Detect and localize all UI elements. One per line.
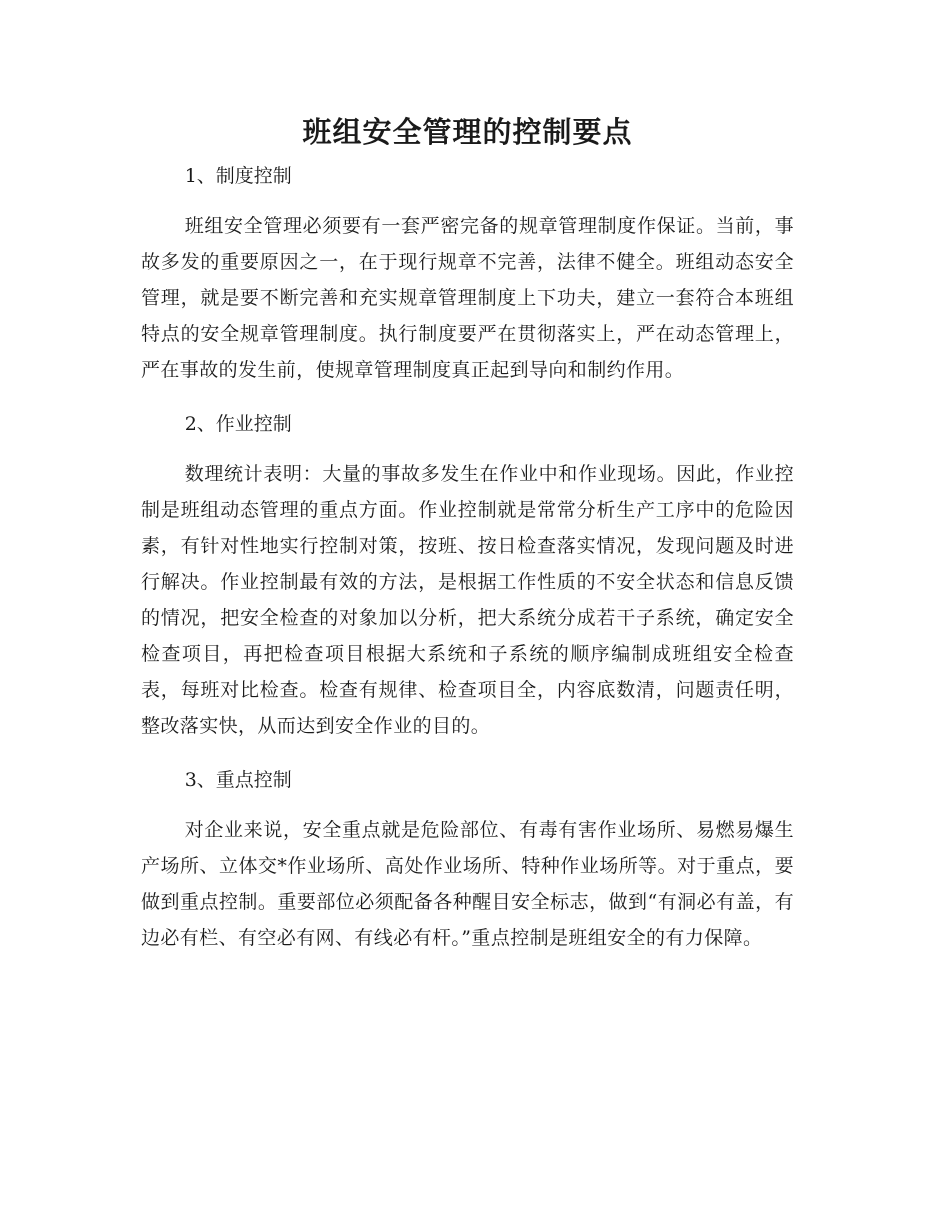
- section-heading: 2、作业控制: [184, 413, 292, 435]
- section-operation-control: [141, 406, 794, 744]
- section-paragraph: 对企业来说，安全重点就是危险部位、有毒有害作业场所、易燃易爆生产场所、立体交*作业场所、高处作业场所、特种作业场所等。对于重点，要做到重点控制。重要部位必须配备各种醒目安全标志，做到“有洞必有盖，有边必有栏、有空必有网、有线必有杆。”重点控制是班组安全的有力保障。: [141, 819, 794, 949]
- document-page: [141, 108, 794, 974]
- section-institution-control: [141, 158, 794, 388]
- section-paragraph: 班组安全管理必须要有一套严密完备的规章管理制度作保证。当前，事故多发的重要原因之一，在于现行规章不完善，法律不健全。班组动态安全管理，就是要不断完善和充实规章管理制度上下功夫，建立一套符合本班组特点的安全规章管理制度。执行制度要严在贯彻落实上，严在动态管理上，严在事故的发生前，使规章管理制度真正起到导向和制约作用。: [141, 215, 794, 381]
- document-title: 班组安全管理的控制要点: [302, 115, 633, 149]
- section-key-point-control: [141, 762, 794, 956]
- section-heading: 1、制度控制: [184, 165, 292, 187]
- section-paragraph: 数理统计表明：大量的事故多发生在作业中和作业现场。因此，作业控制是班组动态管理的重点方面。作业控制就是常常分析生产工序中的危险因素，有针对性地实行控制对策，按班、按日检查落实情况，发现问题及时进行解决。作业控制最有效的方法，是根据工作性质的不安全状态和信息反馈的情况，把安全检查的对象加以分析，把大系统分成若干子系统，确定安全检查项目，再把检查项目根据大系统和子系统的顺序编制成班组安全检查表，每班对比检查。检查有规律、检查项目全，内容底数清，问题责任明，整改落实快，从而达到安全作业的目的。: [141, 463, 794, 737]
- section-heading: 3、重点控制: [184, 769, 292, 791]
